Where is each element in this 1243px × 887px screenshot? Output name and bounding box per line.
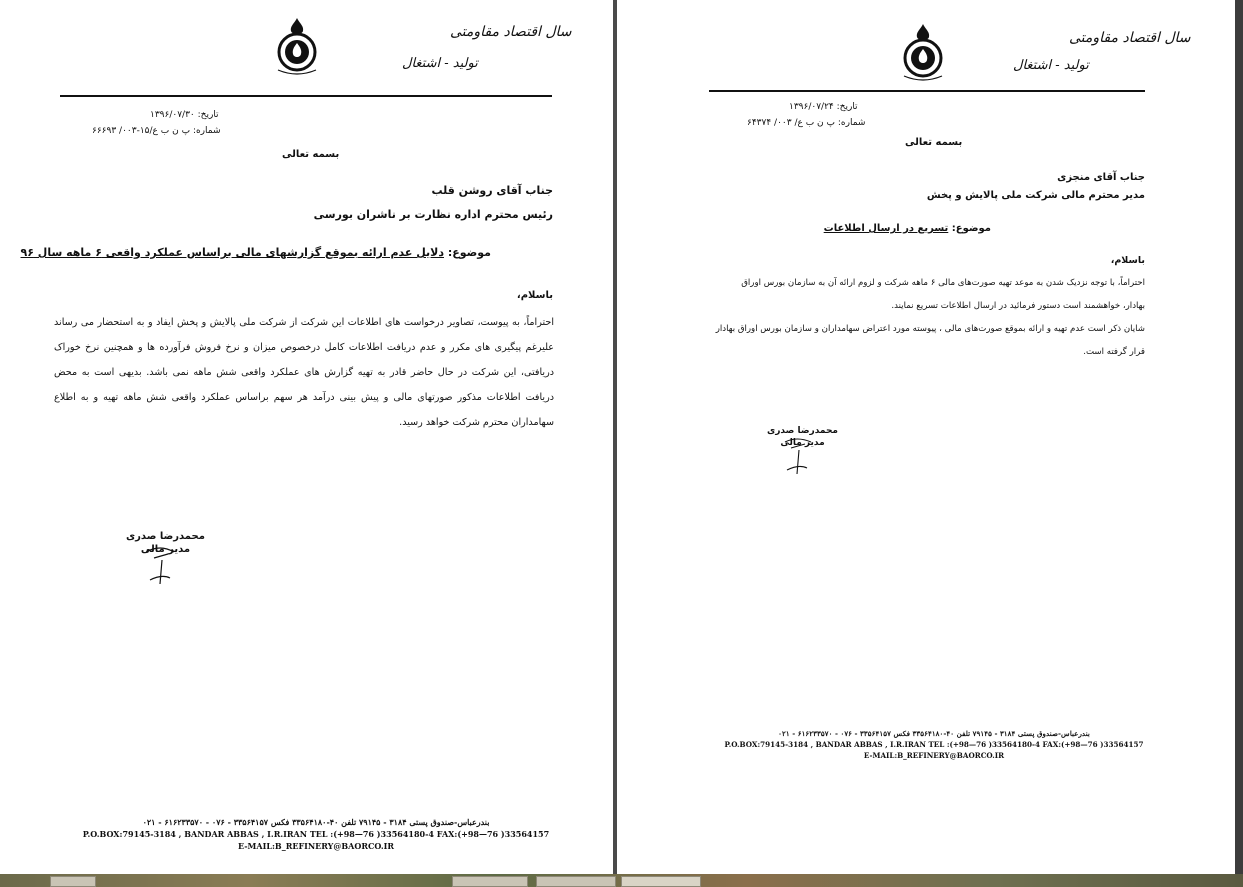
slogan: سال اقتصاد مقاومتی bbox=[450, 24, 572, 40]
number-line: شماره: پ ن ب ع/ ۰۰۳/ ۶۴۳۷۴ bbox=[747, 118, 866, 128]
slogan-subline: تولید - اشتغال bbox=[1013, 58, 1089, 73]
footer bbox=[709, 728, 1159, 761]
footer-email: E-MAIL:B_REFINERY@BAORCO.IR bbox=[237, 841, 395, 851]
number-line: شماره: پ ن ب ع/۱۵-۰۰۳/ ۶۶۶۹۳ bbox=[92, 126, 221, 136]
header-rule bbox=[709, 90, 1145, 92]
body-line: احتراماً، با توجه نزدیک شدن به موعد تهیه صورت‌های مالی ۶ ماهه شرکت و لزوم ارائه آن به سازمان بورس اوراق bbox=[741, 278, 1145, 288]
subject-line: موضوع: دلایل عدم ارائه بموقع گزارشهای مالی براساس عملکرد واقعی ۶ ماهه سال ۹۶ bbox=[20, 246, 491, 259]
signer-title: مدیر مالی bbox=[780, 438, 825, 448]
date-line: تاریخ: ۱۳۹۶/۰۷/۳۰ bbox=[150, 110, 219, 120]
body-line: شایان ذکر است عدم تهیه و ارائه بموقع صورت‌های مالی ، پیوسته مورد اعتراض سهامداران و سازمان بورس اوراق بهادار bbox=[715, 324, 1145, 334]
company-logo bbox=[900, 22, 946, 86]
signer-title: مدیر مالی bbox=[140, 544, 191, 555]
taskbar-button-active[interactable] bbox=[621, 876, 701, 887]
company-logo bbox=[274, 16, 320, 80]
footer-address-fa: بندرعباس-صندوق پستی ۳۱۸۴ - ۷۹۱۴۵ تلفن ۴۰-۳۳۵۶۴۱۸۰ فکس ۳۳۵۶۴۱۵۷ - ۰۷۶ - ۶۱۶۲۳۳۵۷۰ - ۰۲۱ bbox=[142, 817, 490, 827]
slogan: سال اقتصاد مقاومتی bbox=[1069, 30, 1191, 46]
footer-address-en: P.O.BOX:79145-3184 , BANDAR ABBAS , I.R.IRAN TEL :(+98—76 )33564180-4 FAX:(+98—76 )33564157 bbox=[724, 740, 1144, 749]
body-line: قرار گرفته است. bbox=[1083, 347, 1145, 357]
subject-line: موضوع: تسریع در ارسال اطلاعات bbox=[823, 223, 991, 234]
taskbar-button[interactable] bbox=[50, 876, 96, 887]
addressee-title: رئیس محترم اداره نظارت بر ناشران بورسی bbox=[313, 208, 553, 221]
letter-body bbox=[701, 272, 1145, 364]
date-line: تاریخ: ۱۳۹۶/۰۷/۲۴ bbox=[789, 102, 858, 112]
footer-address-fa: بندرعباس-صندوق پستی ۳۱۸۴ - ۷۹۱۴۵ تلفن ۴۰-۳۳۵۶۴۱۸۰ فکس ۳۳۵۶۴۱۵۷ - ۰۷۶ - ۶۱۶۲۳۳۵۷۰ - ۰۲۱ bbox=[778, 729, 1090, 738]
header-rule bbox=[60, 95, 552, 97]
letter-page-right bbox=[617, 0, 1235, 874]
greeting: باسلام، bbox=[516, 290, 553, 301]
signer-name: محمدرضا صدری bbox=[126, 531, 205, 542]
greeting: باسلام، bbox=[1110, 255, 1145, 266]
handwritten-signature bbox=[140, 540, 184, 588]
addressee: جناب آقای روشن قلب bbox=[431, 184, 553, 197]
bismillah: بسمه تعالی bbox=[905, 137, 963, 148]
body-line: بهادار، خواهشمند است دستور فرمائید در ارسال اطلاعات تسریع نمایند. bbox=[891, 301, 1145, 311]
footer bbox=[66, 816, 566, 852]
addressee: جناب آقای منجزی bbox=[1057, 172, 1145, 183]
letter-body: احتراماً، به پیوست، تصاویر درخواست های اطلاعات این شرکت از شرکت ملی پالایش و پخش ایفاد و به استحضار می رساند علیرغم پیگیری های مکرر و عدم دریافت اطلاعات کامل درخصوص میزان و نرخ فروش فرآورده ها و همچنین نرخ خوراک دریافتی، این شرکت در حال حاضر قادر به تهیه گزارش های عملکرد واقعی شش ماهه نمی باشد. بدیهی است به محض دریافت اطلاعات مذکور صورتهای مالی و پیش بینی درآمد هر سهم براساس عملکرد واقعی شش ماهه تهیه و به اطلاع سهامداران محترم شرکت خواهد رسید. bbox=[54, 317, 554, 428]
letter-page-left bbox=[0, 0, 613, 874]
footer-email: E-MAIL:B_REFINERY@BAORCO.IR bbox=[863, 751, 1005, 760]
signer-name: محمدرضا صدری bbox=[767, 426, 839, 436]
slogan-subline: تولید - اشتغال bbox=[402, 56, 478, 71]
addressee-title: مدیر محترم مالی شرکت ملی پالایش و پخش bbox=[926, 190, 1145, 201]
taskbar-button[interactable] bbox=[452, 876, 528, 887]
scrollbar[interactable] bbox=[1235, 0, 1243, 874]
handwritten-signature bbox=[779, 432, 819, 478]
footer-address-en: P.O.BOX:79145-3184 , BANDAR ABBAS , I.R.IRAN TEL :(+98—76 )33564180-4 FAX:(+98—76 )33564157 bbox=[82, 829, 550, 839]
taskbar-button[interactable] bbox=[536, 876, 616, 887]
bismillah: بسمه تعالی bbox=[282, 149, 340, 160]
